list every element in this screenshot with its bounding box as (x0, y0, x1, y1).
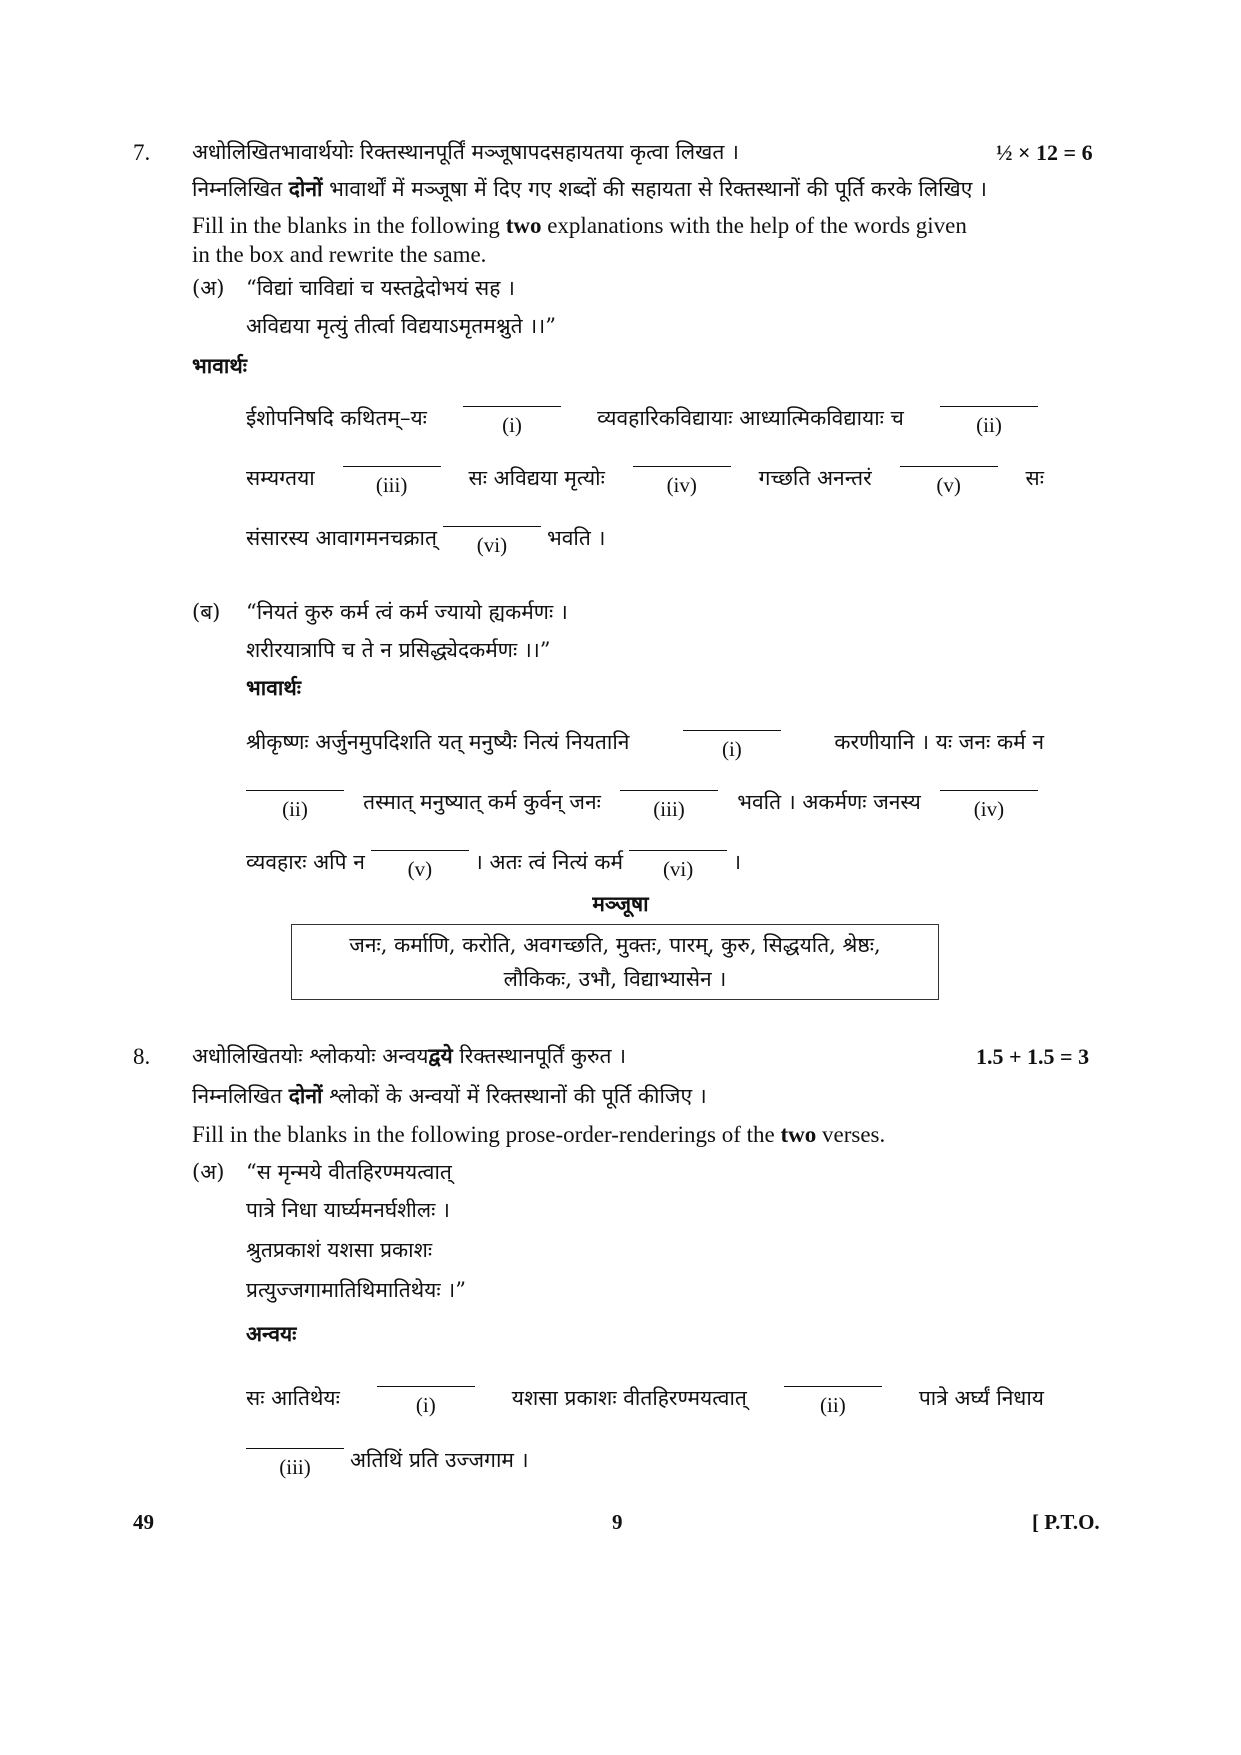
q8-en-pre: Fill in the blanks in the following prose-order-renderings of the (192, 1122, 781, 1147)
q7b-line-1 (246, 728, 1044, 761)
q8-instruction-sanskrit (192, 1042, 626, 1070)
q8-instruction-hindi (192, 1082, 707, 1110)
q7a-bhavarth-heading: भावार्थः (192, 353, 247, 378)
q7a-blank-iv[interactable] (633, 466, 731, 497)
blank-label: (vi) (476, 533, 508, 557)
q7b-blank-i[interactable] (683, 730, 781, 761)
q8a-text: सः आतिथेयः (246, 1386, 340, 1410)
q7a-text: व्यवहारिकविद्यायाः आध्यात्मिकविद्यायाः च (597, 406, 904, 430)
q8a-verse-line-3: श्रुतप्रकाशं यशसा प्रकाशः (246, 1238, 433, 1262)
q7b-text: । अतः त्वं नित्यं कर्म (474, 850, 624, 874)
q7a-text: संसारस्य आवागमनचक्रात् (246, 526, 437, 550)
q7b-verse-line-2: शरीरयात्रापि च ते न प्रसिद्ध्येदकर्मणः ।।” (246, 638, 551, 662)
q7-instruction-hindi (192, 175, 987, 203)
q7b-blank-iv[interactable] (940, 790, 1038, 821)
q7a-blank-ii[interactable] (940, 406, 1038, 437)
q7a-label: (अ) (192, 276, 225, 300)
q7b-text: व्यवहारः अपि न (246, 850, 365, 874)
q7-en-post: explanations with the help of the words given (541, 213, 967, 238)
q7b-text: श्रीकृष्णः अर्जुनमुपदिशति यत् मनुष्यैः नित्यं नियतानि (246, 730, 630, 754)
q8a-line-2 (246, 1446, 529, 1479)
q7b-text: तस्मात् मनुष्यात् कर्म कुर्वन् जनः (363, 790, 601, 814)
q8-hindi-bold: दोनों (288, 1083, 323, 1108)
q7-instruction-english-2: in the box and rewrite the same. (192, 242, 487, 267)
q7b-text: । (733, 850, 742, 874)
q7b-text: करणीयानि । यः जनः कर्म न (834, 730, 1044, 754)
q8a-verse-line-1: “स मृन्मये वीतहिरण्मयत्वात् (246, 1160, 452, 1184)
blank-label: (ii) (976, 413, 1002, 437)
q7a-text: सः (1025, 466, 1044, 490)
q7a-line-1 (246, 404, 1044, 437)
q7a-verse-line-2: अविद्यया मृत्युं तीर्त्वा विद्ययाऽमृतमश्नुते ।।” (246, 314, 556, 338)
q8-en-post: verses. (816, 1122, 886, 1147)
q7b-blank-vi[interactable] (629, 850, 727, 881)
q7a-text: सम्यग्तया (246, 466, 315, 490)
q8a-blank-i[interactable] (377, 1386, 475, 1417)
manjusha-box (291, 924, 939, 1000)
manjusha-words-line-1: जनः, कर्माणि, करोति, अवगच्छति, मुक्तः, पारम्, कुरु, सिद्धयति, श्रेष्ठः, (349, 933, 881, 957)
manjusha-words-line-2: लौकिकः, उभौ, विद्याभ्यासेन । (503, 967, 727, 991)
q8-hindi-post: श्लोकों के अन्वयों में रिक्तस्थानों की पूर्ति कीजिए । (322, 1084, 707, 1108)
blank-label: (iii) (279, 1455, 311, 1479)
q7a-text: सः अविद्यया मृत्योः (468, 466, 605, 490)
q8-number: 8. (133, 1044, 151, 1069)
q7-number: 7. (133, 140, 151, 165)
q8-instruction-english (192, 1122, 885, 1148)
q8a-blank-iii[interactable] (246, 1448, 344, 1479)
q8a-line-1 (246, 1384, 1044, 1417)
blank-label: (v) (407, 857, 433, 881)
q8-sanskrit-post: रिक्तस्थानपूर्तिं कुरुत । (452, 1044, 627, 1068)
q8a-verse-line-2: पात्रे निधा यार्घ्यमनर्घशीलः । (246, 1198, 450, 1222)
q7b-blank-iii[interactable] (620, 790, 718, 821)
q7-hindi-post: भावार्थों में मञ्जूषा में दिए गए शब्दों की सहायता से रिक्तस्थानों की पूर्ति करके लिखिए । (322, 177, 987, 201)
q7b-label: (ब) (192, 600, 221, 624)
blank-label: (i) (721, 737, 742, 761)
q8a-blank-ii[interactable] (784, 1386, 882, 1417)
blank-label: (i) (415, 1393, 436, 1417)
q8a-text: यशसा प्रकाशः वीतहिरण्मयत्वात् (511, 1386, 747, 1410)
q8-hindi-pre: निम्नलिखित (192, 1084, 289, 1108)
q8-marks: 1.5 + 1.5 = 3 (976, 1044, 1090, 1069)
q7b-line-2 (246, 788, 1044, 821)
blank-label: (iii) (653, 797, 685, 821)
q7b-line-3 (246, 848, 742, 881)
footer-code: 49 (133, 1510, 154, 1534)
q7-hindi-bold: दोनों (288, 176, 323, 201)
q7b-blank-v[interactable] (371, 850, 469, 881)
q7a-blank-v[interactable] (900, 466, 998, 497)
q8a-label: (अ) (192, 1160, 225, 1184)
q8a-verse-line-4: प्रत्युज्जगामातिथिमातिथेयः ।” (246, 1278, 466, 1302)
q7a-text: गच्छति अनन्तरं (758, 466, 872, 490)
q7a-text: भवति । (546, 526, 606, 550)
blank-label: (iii) (375, 473, 408, 497)
q7-instruction-sanskrit: अधोलिखितभावार्थयोः रिक्तस्थानपूर्तिं मञ्जूषापदसहायतया कृत्वा लिखत । (192, 140, 739, 164)
q8-sanskrit-pre: अधोलिखितयोः श्लोकयोः अन्वय (192, 1044, 429, 1068)
q7a-line-3 (246, 524, 606, 557)
q7a-blank-vi[interactable] (443, 526, 541, 557)
blank-label: (i) (502, 413, 522, 437)
q8a-anvaya-heading: अन्वयः (246, 1321, 297, 1346)
q7-hindi-pre: निम्नलिखित (192, 177, 289, 201)
q7a-blank-iii[interactable] (343, 466, 441, 497)
blank-label: (iv) (973, 797, 1005, 821)
blank-label: (ii) (820, 1393, 846, 1417)
blank-label: (vi) (662, 857, 694, 881)
q7b-blank-ii[interactable] (246, 790, 344, 821)
q7a-text: ईशोपनिषदि कथितम्–यः (246, 406, 427, 430)
q7-en-bold: two (505, 213, 542, 238)
q8a-text: पात्रे अर्घ्यं निधाय (918, 1386, 1044, 1410)
q8-en-bold: two (780, 1122, 817, 1147)
blank-label: (ii) (282, 797, 308, 821)
manjusha-title: मञ्जूषा (592, 891, 649, 916)
footer-pto: [ P.T.O. (1032, 1510, 1100, 1534)
q7a-blank-i[interactable] (463, 406, 561, 437)
q7-instruction-english-1 (192, 213, 967, 239)
q7b-bhavarth-heading: भावार्थः (246, 675, 301, 700)
q8-sanskrit-bold: द्वये (428, 1043, 453, 1068)
blank-label: (v) (936, 473, 961, 497)
q7a-verse-line-1: “विद्यां चाविद्यां च यस्तद्वेदोभयं सह । (246, 276, 516, 300)
q8a-text: अतिथिं प्रति उज्जगाम । (350, 1448, 529, 1472)
q7b-verse-line-1: “नियतं कुरु कर्म त्वं कर्म ज्यायो ह्यकर्मणः । (246, 600, 568, 624)
q7-en-pre: Fill in the blanks in the following (192, 213, 506, 238)
q7b-text: भवति । अकर्मणः जनस्य (737, 790, 921, 814)
q7a-line-2 (246, 464, 1044, 497)
q7-marks: ½ × 12 = 6 (996, 140, 1093, 165)
blank-label: (iv) (666, 473, 697, 497)
footer-page-number: 9 (612, 1510, 623, 1534)
